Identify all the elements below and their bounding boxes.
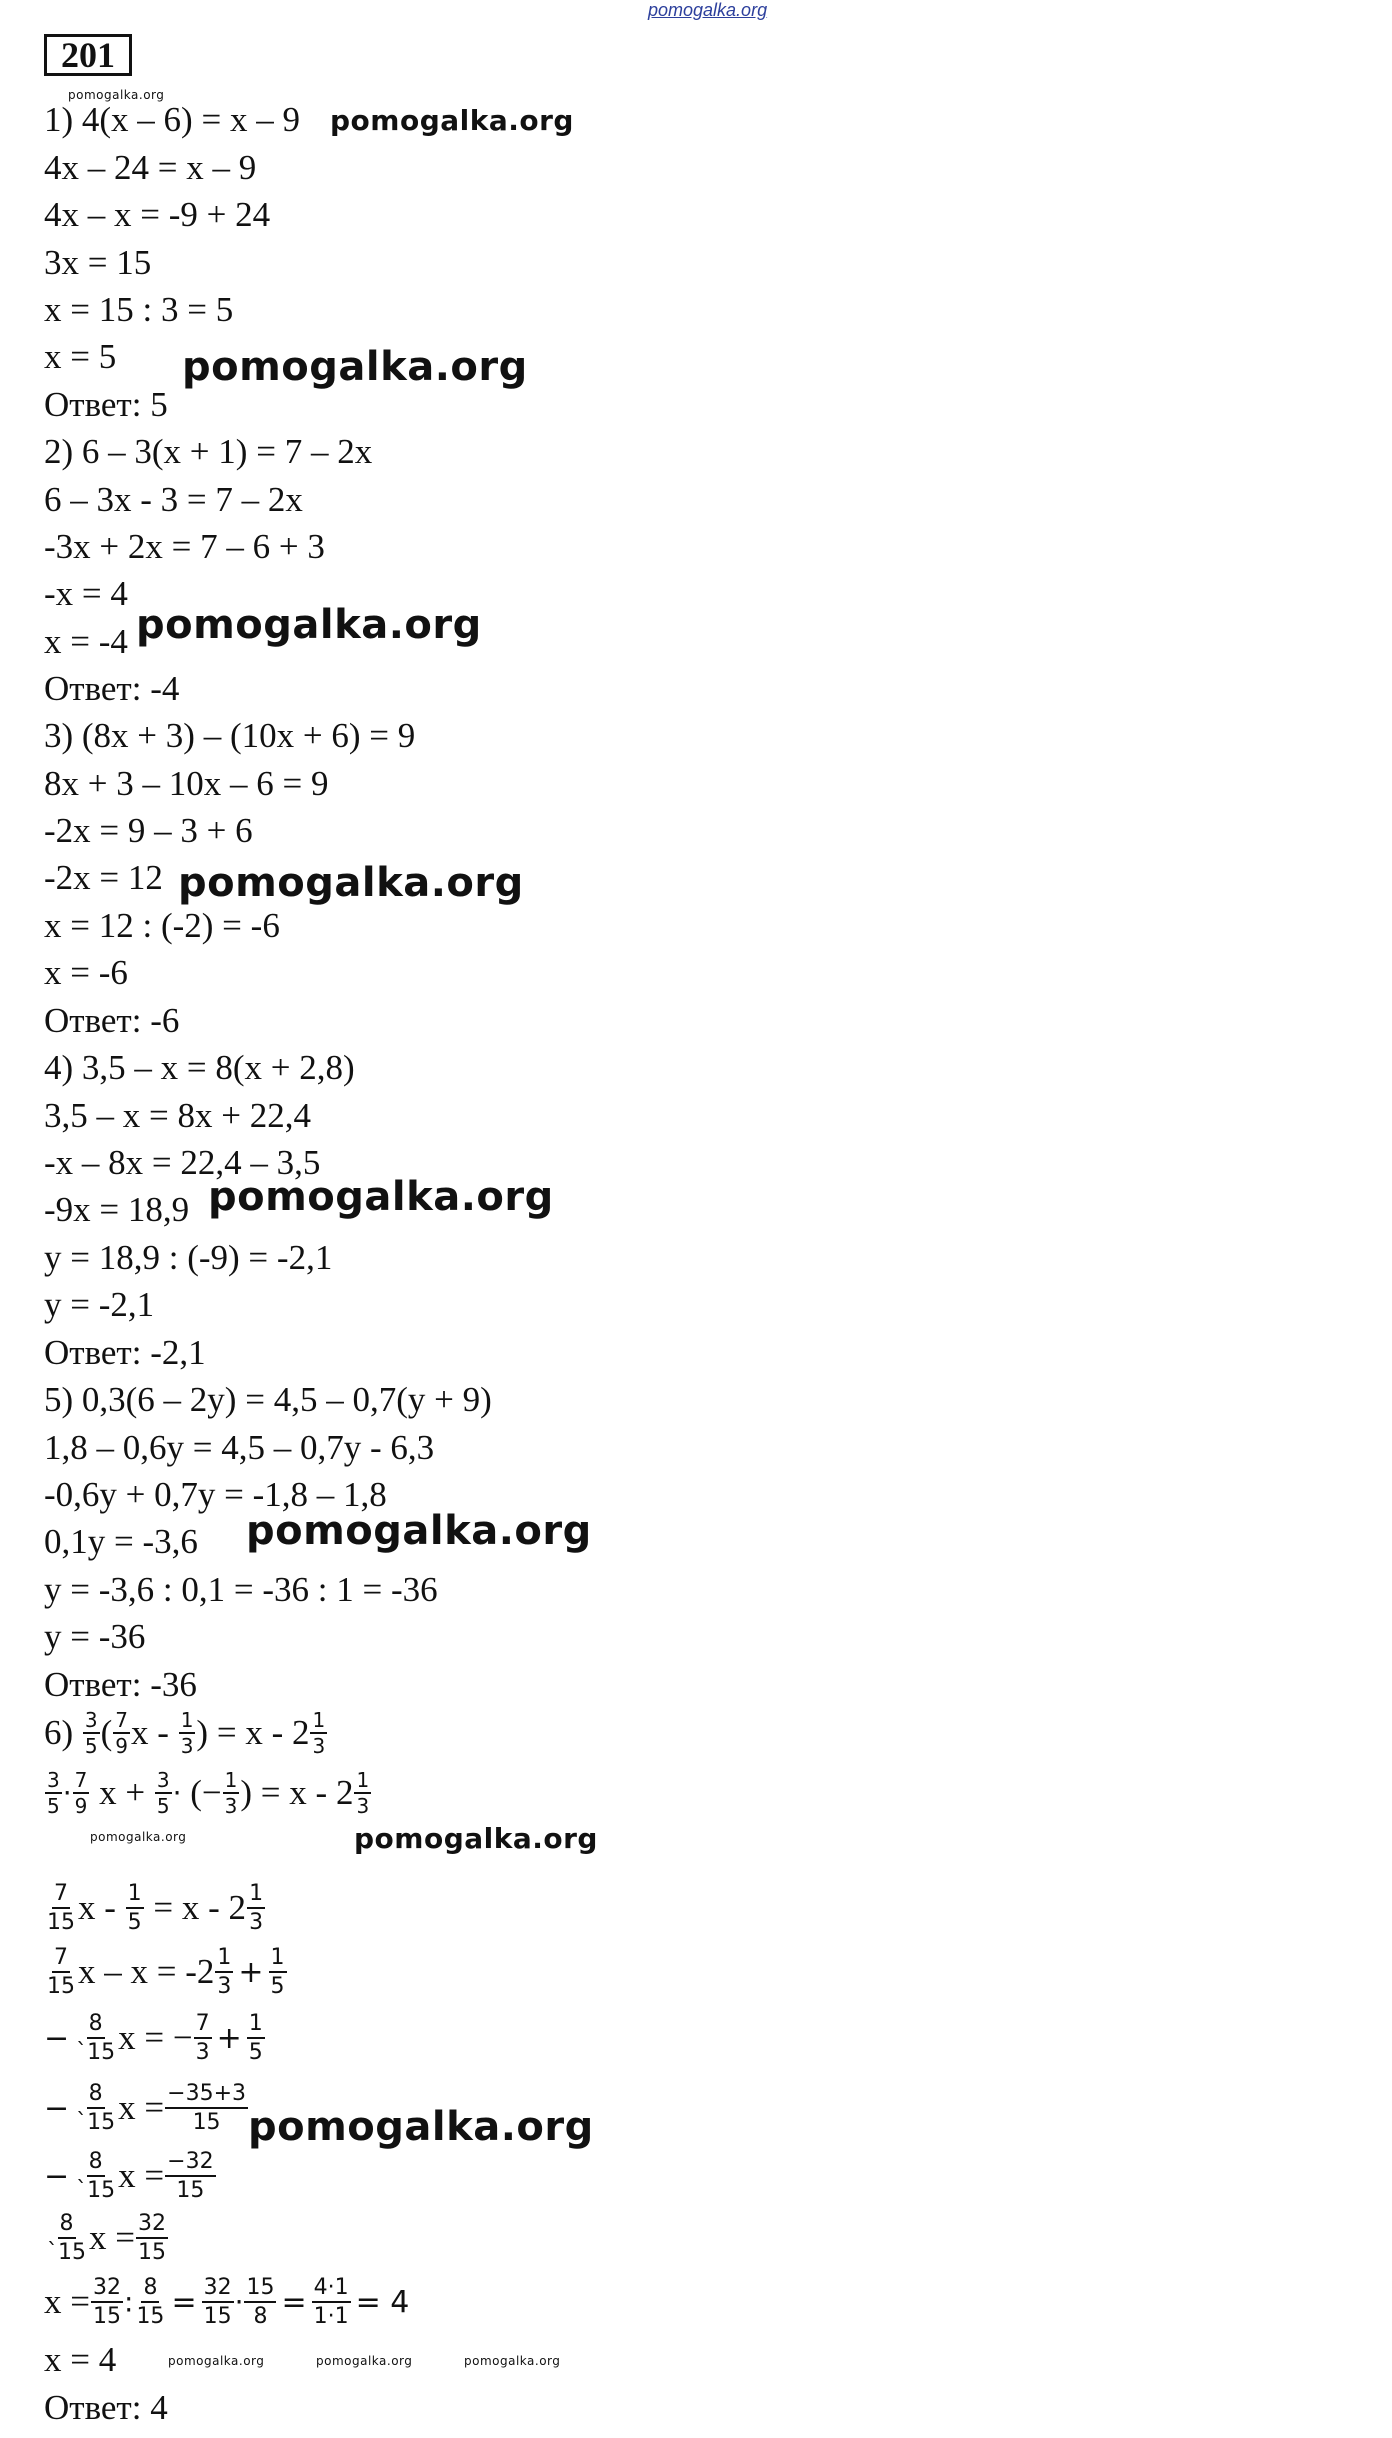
watermark: pomogalka.org bbox=[246, 1508, 592, 1554]
numerator: 1 bbox=[180, 1708, 194, 1732]
numerator: 4·1 bbox=[312, 2274, 351, 2303]
denominator: 15 bbox=[192, 2110, 221, 2135]
fraction bbox=[247, 1880, 265, 1936]
text: ) = x - 2 bbox=[196, 1713, 310, 1752]
numerator: 3 bbox=[47, 1768, 60, 1792]
p1-line-3: 4x – x = -9 + 24 bbox=[44, 195, 271, 234]
denominator: 3 bbox=[312, 1734, 326, 1758]
denominator: 15 bbox=[176, 2178, 205, 2203]
numerator: −35+3 bbox=[165, 2080, 248, 2109]
watermark: pomogalka.org bbox=[182, 344, 528, 390]
denominator: 3 bbox=[195, 2040, 210, 2065]
denominator: 15 bbox=[93, 2304, 121, 2329]
numerator: 1 bbox=[224, 1768, 238, 1792]
p2-line-3: -3x + 2x = 7 – 6 + 3 bbox=[44, 527, 325, 566]
p2-line-5: x = -4 bbox=[44, 622, 128, 661]
p4-line-4: -9x = 18,9 bbox=[44, 1190, 190, 1229]
p4-line-5: y = 18,9 : (-9) = -2,1 bbox=[44, 1238, 333, 1277]
text: x = bbox=[89, 2218, 135, 2257]
p5-line-5: y = -3,6 : 0,1 = -36 : 1 = -36 bbox=[44, 1570, 438, 1609]
result: = 4 bbox=[355, 2284, 410, 2320]
p6-line-2 bbox=[44, 1768, 372, 1818]
numerator: 1 bbox=[312, 1708, 326, 1732]
fraction bbox=[247, 2010, 265, 2066]
minus-operator: − bbox=[44, 2090, 70, 2126]
dot-operator: · bbox=[234, 2285, 244, 2319]
dot-operator: · bbox=[62, 1776, 72, 1810]
p4-answer: Ответ: -2,1 bbox=[44, 1333, 206, 1372]
p6-line-7 bbox=[44, 2148, 217, 2204]
fraction bbox=[83, 1708, 100, 1758]
p6-line-9 bbox=[44, 2274, 413, 2330]
p6-line-4 bbox=[44, 1944, 288, 2000]
numerator: 32 bbox=[202, 2274, 234, 2303]
watermark: pomogalka.org bbox=[316, 2354, 413, 2368]
fraction bbox=[74, 2148, 117, 2204]
fraction bbox=[134, 2274, 166, 2330]
fraction bbox=[74, 2080, 117, 2136]
fraction bbox=[312, 2274, 351, 2330]
numerator: 1 bbox=[269, 1944, 287, 1973]
denominator: 3 bbox=[217, 1974, 232, 1999]
numerator: 3 bbox=[156, 1768, 170, 1792]
denominator: 15 bbox=[136, 2304, 165, 2329]
p3-line-2: 8x + 3 – 10x – 6 = 9 bbox=[44, 764, 329, 803]
denominator: 15 bbox=[138, 2240, 166, 2265]
fraction bbox=[202, 2274, 234, 2330]
numerator: 8 bbox=[87, 2080, 105, 2109]
p5-line-4: 0,1y = -3,6 bbox=[44, 1522, 198, 1561]
fraction bbox=[45, 1880, 77, 1936]
dot-operator: · bbox=[172, 1776, 182, 1810]
p4-line-1: 4) 3,5 – x = 8(x + 2,8) bbox=[44, 1048, 355, 1087]
p5-answer: Ответ: -36 bbox=[44, 1665, 197, 1704]
text: x - bbox=[78, 1888, 125, 1927]
fraction bbox=[73, 1768, 90, 1818]
p3-line-4: -2x = 12 bbox=[44, 858, 163, 897]
numerator: 1 bbox=[356, 1768, 370, 1792]
top-watermark: pomogalka.org bbox=[648, 0, 768, 20]
paren: ( bbox=[100, 1713, 113, 1752]
text: x = − bbox=[118, 2018, 193, 2057]
p2-line-2: 6 – 3x - 3 = 7 – 2x bbox=[44, 480, 303, 519]
fraction bbox=[244, 2274, 276, 2330]
watermark: pomogalka.org bbox=[136, 602, 482, 648]
p4-line-6: y = -2,1 bbox=[44, 1285, 155, 1324]
denominator: 3 bbox=[180, 1734, 194, 1758]
numerator: 1 bbox=[247, 1880, 265, 1909]
numerator: 32 bbox=[136, 2210, 168, 2239]
fraction bbox=[310, 1708, 327, 1758]
p1-line-6: x = 5 bbox=[44, 337, 117, 376]
numerator: 8 bbox=[58, 2210, 76, 2239]
numerator: 1 bbox=[215, 1944, 233, 1973]
p6-line-10: x = 4 bbox=[44, 2340, 117, 2379]
fraction bbox=[126, 1880, 144, 1936]
p5-line-6: y = -36 bbox=[44, 1617, 146, 1656]
p2-line-4: -x = 4 bbox=[44, 574, 128, 613]
denominator: 5 bbox=[47, 1794, 60, 1818]
text: x - bbox=[131, 1713, 178, 1752]
denominator: `15 bbox=[47, 2240, 86, 2265]
equals-operator: = bbox=[281, 2284, 307, 2320]
text: (− bbox=[181, 1773, 222, 1812]
text: x + bbox=[90, 1773, 154, 1812]
fraction bbox=[223, 1768, 240, 1818]
denominator: 5 bbox=[156, 1794, 170, 1818]
p4-line-2: 3,5 – x = 8x + 22,4 bbox=[44, 1096, 311, 1135]
task-number-box: 201 bbox=[44, 34, 132, 76]
fraction bbox=[45, 1944, 77, 2000]
numerator: 7 bbox=[115, 1708, 129, 1732]
small-watermark: pomogalka.org bbox=[68, 88, 165, 102]
fraction bbox=[45, 2210, 88, 2266]
denominator: 15 bbox=[47, 1910, 75, 1935]
denominator: 5 bbox=[248, 2040, 263, 2065]
p3-line-6: x = -6 bbox=[44, 953, 128, 992]
numerator: 1 bbox=[247, 2010, 265, 2039]
text: x – x = -2 bbox=[78, 1952, 215, 1991]
fraction bbox=[155, 1768, 172, 1818]
p6-l1-pre: 6) bbox=[44, 1713, 82, 1752]
colon-operator: : bbox=[124, 2285, 134, 2319]
p5-line-1: 5) 0,3(6 – 2y) = 4,5 – 0,7(y + 9) bbox=[44, 1380, 492, 1419]
p1-line-5: x = 15 : 3 = 5 bbox=[44, 290, 234, 329]
p3-answer: Ответ: -6 bbox=[44, 1001, 180, 1040]
denominator: 9 bbox=[115, 1734, 129, 1758]
minus-operator: − bbox=[44, 2020, 70, 2056]
watermark: pomogalka.org bbox=[90, 1830, 187, 1844]
watermark: pomogalka.org bbox=[248, 2104, 594, 2150]
text: x = bbox=[44, 2282, 90, 2321]
numerator: 8 bbox=[87, 2148, 105, 2177]
p2-answer: Ответ: -4 bbox=[44, 669, 180, 708]
fraction bbox=[179, 1708, 196, 1758]
denominator: 3 bbox=[356, 1794, 370, 1818]
denominator: 8 bbox=[253, 2304, 268, 2329]
p3-line-5: x = 12 : (-2) = -6 bbox=[44, 906, 280, 945]
numerator: 1 bbox=[126, 1880, 144, 1909]
numerator: 15 bbox=[244, 2274, 276, 2303]
numerator: 7 bbox=[74, 1768, 88, 1792]
fraction bbox=[165, 2080, 248, 2136]
p3-line-1: 3) (8x + 3) – (10x + 6) = 9 bbox=[44, 716, 416, 755]
p3-line-3: -2x = 9 – 3 + 6 bbox=[44, 811, 253, 850]
plus-operator: + bbox=[216, 2020, 242, 2056]
denominator: 3 bbox=[224, 1794, 238, 1818]
denominator: 1·1 bbox=[313, 2304, 349, 2329]
fraction bbox=[113, 1708, 130, 1758]
watermark: pomogalka.org bbox=[464, 2354, 561, 2368]
fraction bbox=[45, 1768, 62, 1818]
denominator: 3 bbox=[249, 1910, 264, 1935]
p1-answer: Ответ: 5 bbox=[44, 385, 168, 424]
numerator: 8 bbox=[87, 2010, 105, 2039]
denominator: 9 bbox=[74, 1794, 88, 1818]
p5-line-3: -0,6y + 0,7y = -1,8 – 1,8 bbox=[44, 1475, 387, 1514]
fraction bbox=[215, 1944, 233, 2000]
numerator: 7 bbox=[194, 2010, 212, 2039]
minus-operator: − bbox=[44, 2158, 70, 2194]
p6-line-5 bbox=[44, 2010, 266, 2066]
numerator: 8 bbox=[141, 2274, 159, 2303]
text: = x - 2 bbox=[144, 1888, 247, 1927]
p2-line-1: 2) 6 – 3(x + 1) = 7 – 2x bbox=[44, 432, 373, 471]
p5-line-2: 1,8 – 0,6y = 4,5 – 0,7y - 6,3 bbox=[44, 1428, 435, 1467]
denominator: `15 bbox=[76, 2178, 116, 2203]
denominator: 5 bbox=[127, 1910, 142, 1935]
watermark: pomogalka.org bbox=[168, 2354, 265, 2368]
denominator: 15 bbox=[203, 2304, 232, 2329]
p6-answer: Ответ: 4 bbox=[44, 2388, 168, 2427]
fraction bbox=[354, 1768, 371, 1818]
fraction bbox=[194, 2010, 212, 2066]
watermark: pomogalka.org bbox=[208, 1174, 554, 1220]
p6-line-8 bbox=[44, 2210, 169, 2266]
fraction bbox=[74, 2010, 117, 2066]
p1-line-2: 4x – 24 = x – 9 bbox=[44, 148, 257, 187]
denominator: 5 bbox=[270, 1974, 285, 1999]
watermark: pomogalka.org bbox=[178, 860, 524, 906]
watermark: pomogalka.org bbox=[330, 104, 574, 137]
fraction bbox=[165, 2148, 215, 2204]
fraction bbox=[269, 1944, 287, 2000]
numerator: 7 bbox=[52, 1944, 70, 1973]
denominator: 15 bbox=[47, 1974, 75, 1999]
p1-line-1: 1) 4(x – 6) = x – 9 bbox=[44, 100, 300, 139]
p6-line-6 bbox=[44, 2080, 249, 2136]
text: ) = x - 2 bbox=[240, 1773, 354, 1812]
numerator: 3 bbox=[84, 1708, 98, 1732]
fraction bbox=[136, 2210, 168, 2266]
denominator: `15 bbox=[76, 2040, 116, 2065]
text: x = bbox=[118, 2088, 165, 2127]
fraction bbox=[91, 2274, 123, 2330]
denominator: 5 bbox=[84, 1734, 98, 1758]
numerator: 32 bbox=[91, 2274, 123, 2303]
p4-line-3: -x – 8x = 22,4 – 3,5 bbox=[44, 1143, 321, 1182]
p6-line-1 bbox=[44, 1708, 328, 1758]
p1-line-4: 3x = 15 bbox=[44, 243, 152, 282]
p6-line-3 bbox=[44, 1880, 266, 1936]
numerator: 7 bbox=[52, 1880, 70, 1909]
plus-operator: + bbox=[238, 1954, 264, 1990]
denominator: `15 bbox=[76, 2110, 116, 2135]
watermark: pomogalka.org bbox=[354, 1822, 598, 1855]
numerator: −32 bbox=[165, 2148, 215, 2177]
equals-operator: = bbox=[171, 2284, 197, 2320]
text: x = bbox=[118, 2156, 165, 2195]
